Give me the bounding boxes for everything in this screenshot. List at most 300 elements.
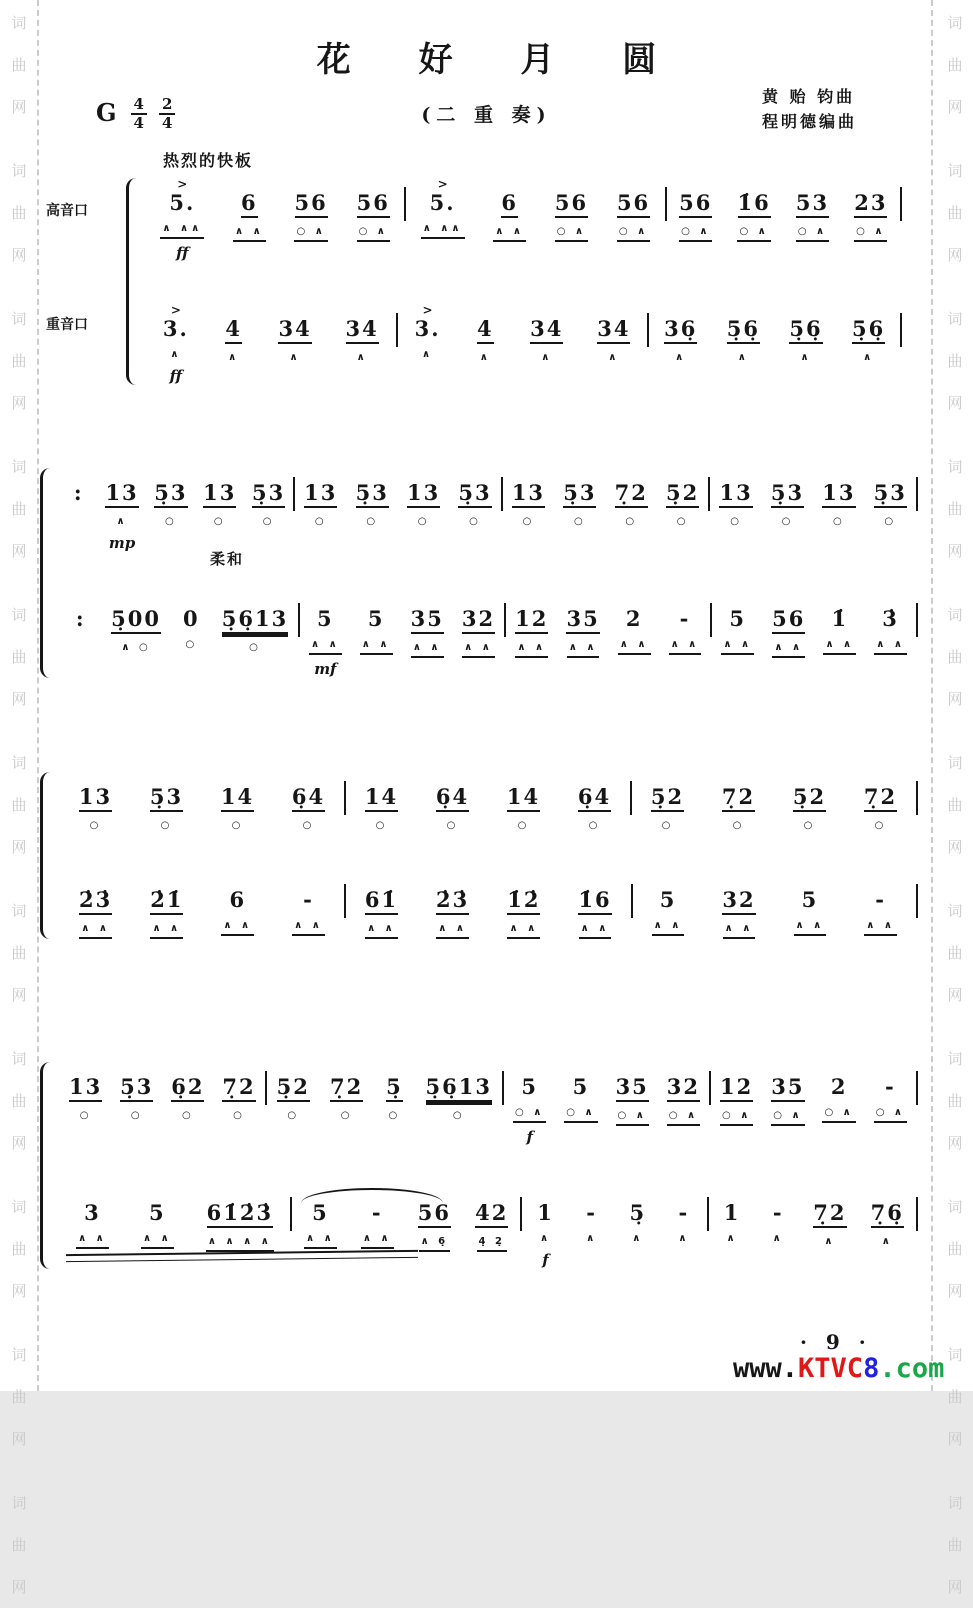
note-numbers: 7̣2 [722, 785, 755, 812]
note-numbers: 56 [555, 191, 588, 218]
note-numbers: 5̣3 [154, 481, 187, 508]
measure [712, 594, 916, 658]
measure [503, 468, 709, 529]
articulation-marks: ∧ [356, 352, 368, 363]
staff [60, 772, 918, 833]
note-numbers: 13 [79, 785, 112, 812]
staff-line [60, 594, 918, 678]
time-signature-numerator: 2 [159, 97, 175, 115]
note-numbers: 5̣3 [150, 785, 183, 812]
time-signature [131, 97, 147, 131]
note-numbers: 2 [625, 606, 643, 631]
note-numbers: 1̇6 [578, 888, 611, 915]
articulation-marks: ○ ∧ [679, 226, 712, 242]
articulation-marks: ○ [417, 516, 430, 527]
tempo-marking: 热烈的快板 [163, 151, 254, 170]
note-numbers: 5̣2 [277, 1075, 310, 1102]
note-group [823, 594, 856, 655]
note-numbers: 5̣3 [458, 481, 491, 508]
articulation-marks: ∧ [170, 349, 182, 360]
note-numbers: 7̣2 [615, 481, 648, 508]
watermark-char: 网 [947, 838, 963, 856]
articulation-marks: ∧ ∧∧ [160, 223, 204, 239]
staves [60, 1062, 918, 1269]
watermark-char: 网 [11, 98, 27, 116]
note-numbers: 56 [617, 191, 650, 218]
time-signature-denominator: 4 [133, 114, 144, 132]
note-numbers: 5̣2 [651, 785, 684, 812]
note-group [436, 772, 469, 833]
note-group [854, 178, 887, 242]
note-group [667, 1062, 700, 1126]
note-group [493, 178, 526, 242]
articulation-marks: ○ [375, 820, 388, 831]
note-group [68, 468, 90, 526]
note-group [150, 875, 183, 939]
articulation-marks: ∧ ∧∧ [421, 223, 465, 239]
measure [522, 1188, 707, 1269]
note-group [309, 594, 342, 678]
measure [649, 304, 900, 365]
dynamic-marking: ff [176, 244, 189, 262]
note-group [474, 304, 496, 365]
note-group [864, 772, 897, 833]
note-group [292, 875, 325, 936]
watermark-char: 曲 [947, 204, 963, 222]
note-numbers: 3 [84, 1200, 101, 1225]
measure [60, 468, 293, 552]
measure [633, 875, 916, 939]
note-group [357, 178, 390, 242]
note-numbers: 6 [241, 191, 258, 218]
left-dashed-border [37, 0, 39, 1391]
note-numbers: - [885, 1074, 896, 1099]
note-numbers: 2 [830, 1074, 848, 1099]
watermark-char: 网 [947, 986, 963, 1004]
watermark-char: 曲 [11, 1240, 27, 1258]
note-numbers: 5̣6̣ [727, 317, 760, 344]
articulation-marks: ∧ ∧ [493, 226, 526, 242]
note-numbers: 53 [796, 191, 829, 218]
note-group [793, 772, 826, 833]
watermark-char: 曲 [947, 352, 963, 370]
note-numbers: 5̣6̣ [852, 317, 885, 344]
note-group [163, 304, 189, 385]
note-numbers: 5̣3 [874, 481, 907, 508]
note-group [346, 304, 379, 365]
note-group [76, 1188, 109, 1249]
note-group [794, 875, 827, 936]
articulation-marks: ∧ 6̣ [419, 1236, 451, 1252]
note-numbers: 12 [720, 1075, 753, 1102]
note-numbers: 56 [295, 191, 328, 218]
articulation-marks: ∧ ∧ [304, 1233, 337, 1249]
note-numbers: 5̣6̣13 [426, 1075, 492, 1102]
note-numbers: 3̇ [882, 606, 899, 631]
note-group [365, 772, 398, 833]
note-group [79, 875, 112, 939]
articulation-marks: ∧ ∧ [723, 923, 756, 939]
articulation-marks: ○ ∧ [771, 1110, 804, 1126]
articulation-marks: ○ ∧ [555, 226, 588, 242]
measure [295, 468, 501, 529]
note-group [171, 1062, 204, 1123]
watermark-char: 词 [947, 1050, 963, 1068]
note-numbers: 42 [475, 1201, 508, 1228]
note-group [669, 594, 702, 655]
articulation-marks: ○ [185, 639, 198, 650]
articulation-marks: ∧ [116, 516, 128, 527]
note-numbers: 3. [414, 316, 441, 341]
note-group [772, 594, 805, 658]
articulation-marks: ∧ ∧ [141, 1233, 174, 1249]
note-numbers: - [586, 1200, 597, 1225]
note-group [436, 875, 469, 939]
note-numbers: 5̣3 [252, 481, 285, 508]
note-group [822, 468, 855, 529]
articulation-marks: ○ ∧ [513, 1107, 546, 1123]
note-group [277, 1062, 310, 1123]
note-group [223, 304, 245, 365]
note-group [874, 468, 907, 529]
watermark-char: 词 [947, 162, 963, 180]
note-numbers: 5̣ [386, 1075, 403, 1102]
accent-mark: > [437, 177, 448, 191]
articulation-marks: ○ ∧ [617, 226, 650, 242]
articulation-marks: ∧ ∧ [309, 639, 342, 655]
note-group [771, 1062, 804, 1126]
articulation-marks: ∧ [608, 352, 620, 363]
articulation-marks: ∧ [479, 352, 491, 363]
system [40, 468, 918, 678]
staff [146, 178, 902, 262]
dynamic-marking: f [542, 1251, 549, 1269]
note-group [475, 1188, 508, 1252]
system [46, 178, 902, 385]
note-group [796, 178, 829, 242]
staves [60, 468, 918, 678]
note-group [105, 468, 138, 552]
note-numbers: 5 [521, 1074, 539, 1099]
note-numbers: 35 [411, 607, 444, 634]
note-group [822, 1062, 855, 1123]
watermark-char: 曲 [947, 1536, 963, 1554]
note-numbers: 5 [149, 1200, 166, 1225]
note-group [617, 178, 650, 242]
articulation-marks: ○ ∧ [564, 1107, 597, 1123]
watermark-char: 网 [11, 690, 27, 708]
watermark-char: 网 [11, 542, 27, 560]
system-brace [40, 468, 52, 678]
articulation-marks: ∧ ∧ [462, 642, 495, 658]
staff [60, 1062, 918, 1146]
note-numbers: - [371, 1200, 383, 1225]
dynamic-marking: f [526, 1128, 533, 1146]
articulation-marks: ∧ ∧ [864, 920, 897, 936]
note-group [813, 1188, 846, 1249]
articulation-marks: ○ ∧ [294, 226, 327, 242]
articulation-marks: ∧ ∧ [669, 639, 702, 655]
articulation-marks: ○ [833, 516, 845, 527]
note-group [871, 1188, 904, 1249]
watermark-char: 曲 [947, 56, 963, 74]
note-numbers: 56 [357, 191, 390, 218]
staff-line [60, 1062, 918, 1146]
note-group [618, 594, 651, 655]
barline [916, 603, 918, 637]
note-numbers: 13 [304, 481, 337, 508]
measure [292, 1188, 520, 1252]
note-numbers: 7̣2 [330, 1075, 363, 1102]
watermark-char: 词 [11, 1050, 27, 1068]
note-numbers: 5 [317, 606, 334, 631]
note-group [120, 1062, 153, 1123]
note-numbers: - [772, 1200, 784, 1225]
articulation-marks: ○ ∧ [737, 226, 770, 242]
note-group [304, 468, 337, 529]
note-group [141, 1188, 174, 1249]
note-group [652, 875, 685, 936]
note-numbers: 56 [679, 191, 712, 218]
articulation-marks: ∧ ∧ [772, 642, 805, 658]
note-numbers: 2̇1̇ [150, 888, 183, 915]
site-url-watermark [733, 1353, 944, 1384]
composer-line: 黄 贻 钧曲 [762, 87, 856, 106]
articulation-marks: ∧ ∧ [618, 639, 651, 655]
note-numbers: - [303, 887, 314, 912]
articulation-marks: ∧ [824, 1236, 836, 1247]
note-group [233, 178, 266, 242]
note-numbers: 23 [854, 191, 887, 218]
watermark-char: 网 [947, 1578, 963, 1596]
note-numbers: 1̇6 [738, 191, 771, 218]
watermark-char: 网 [11, 986, 27, 1004]
note-numbers: 6̣4 [292, 785, 325, 812]
watermark-char: 词 [11, 1198, 27, 1216]
note-group [458, 468, 491, 529]
note-numbers: 35 [566, 607, 599, 634]
note-group [360, 594, 393, 655]
watermark-char: 曲 [947, 1092, 963, 1110]
note-numbers: 4 [225, 317, 242, 344]
articulation-marks: ○ ∧ [796, 226, 829, 242]
articulation-marks: ○ [79, 1110, 92, 1121]
note-group [111, 594, 161, 655]
key-time-signature [96, 94, 187, 131]
watermark-char: 词 [947, 1198, 963, 1216]
watermark-char: 词 [947, 606, 963, 624]
dynamic-marking: ff [169, 367, 183, 385]
note-numbers: 5̣3 [563, 481, 596, 508]
note-numbers: 7̣2 [813, 1201, 846, 1228]
articulation-marks: ○ ∧ [874, 1107, 907, 1123]
note-numbers: 13 [407, 481, 440, 508]
note-numbers: 5̣ [629, 1200, 647, 1225]
right-dashed-border [931, 0, 933, 1391]
articulation-marks: ○ [452, 1110, 465, 1121]
note-numbers: 34 [346, 317, 379, 344]
watermark-char: 曲 [947, 1240, 963, 1258]
part-labels [46, 178, 126, 385]
articulation-marks: ∧ ∧ [292, 920, 325, 936]
measure [60, 772, 344, 833]
watermark-char: 曲 [947, 648, 963, 666]
measure [60, 594, 298, 655]
staff-line [60, 875, 918, 939]
page-title: 花 好 月 圆 [316, 40, 685, 80]
measure [504, 1062, 709, 1146]
url-segment: KTVC [798, 1353, 864, 1384]
note-numbers: 14 [365, 785, 398, 812]
articulation-marks: ∧ ∧ [567, 642, 600, 658]
note-group [722, 875, 755, 939]
watermark-char: 网 [11, 1134, 27, 1152]
note-group [150, 772, 183, 833]
measure [632, 772, 916, 833]
time-signatures [131, 94, 188, 131]
time-signature-numerator: 4 [131, 97, 147, 115]
accent-mark: > [170, 303, 181, 317]
note-numbers: 4 [477, 317, 494, 344]
note-group [721, 1188, 743, 1246]
measure [146, 304, 396, 385]
staff-line [146, 304, 902, 385]
right-watermark-column [944, 2, 966, 1596]
note-group [292, 772, 325, 833]
note-group [515, 594, 548, 658]
note-group [721, 594, 754, 655]
watermark-char: 词 [947, 1494, 963, 1512]
articulation-marks: ∧ ∧ [721, 639, 754, 655]
note-group [578, 875, 611, 939]
time-signature-denominator: 4 [161, 114, 173, 132]
articulation-marks: ○ [213, 516, 226, 527]
watermark-char: 词 [947, 754, 963, 772]
url-segment: 8 [863, 1353, 880, 1384]
watermark-char: 网 [11, 394, 27, 412]
note-group [206, 1188, 274, 1252]
watermark-char: 词 [11, 606, 27, 624]
measure [398, 304, 648, 365]
barline [916, 1071, 918, 1105]
watermark-char: 曲 [11, 1536, 27, 1554]
articulation-marks: ○ [874, 820, 887, 831]
note-group [70, 594, 92, 652]
note-numbers: 5̣3 [771, 481, 804, 508]
note-group [415, 304, 441, 362]
articulation-marks: ∧ [772, 1233, 784, 1244]
staff-line [60, 468, 918, 552]
system-brace [40, 1062, 52, 1269]
staff [60, 468, 918, 568]
note-numbers: 5 [367, 606, 385, 631]
watermark-char: 网 [947, 542, 963, 560]
note-numbers: 6 [501, 191, 518, 218]
measure [667, 178, 900, 242]
watermark-char: 词 [11, 458, 27, 476]
accent-mark: > [422, 303, 433, 317]
note-group [651, 772, 684, 833]
note-numbers: 5̣3 [120, 1075, 153, 1102]
watermark-char: 词 [947, 310, 963, 328]
measure [267, 1062, 503, 1123]
articulation-marks: ∧ ∧ [360, 639, 393, 655]
note-numbers: 5̣6̣ [789, 317, 822, 344]
articulation-marks: ∧ ○ [121, 642, 151, 653]
note-group [411, 594, 444, 658]
watermark-char: 网 [947, 1430, 963, 1448]
url-segment: www. [733, 1353, 799, 1384]
note-numbers: 7̣6̣ [871, 1201, 904, 1228]
articulation-marks: ○ [89, 820, 102, 831]
watermark-char: 曲 [947, 944, 963, 962]
articulation-marks: ○ [588, 820, 601, 831]
articulation-marks: ○ ∧ [667, 1110, 700, 1126]
articulation-marks: ∧ ∧ [365, 923, 398, 939]
measure [709, 1188, 916, 1249]
watermark-char: 网 [11, 246, 27, 264]
watermark-char: 网 [947, 690, 963, 708]
articulation-marks: 4̣ 2̣ [477, 1236, 507, 1252]
articulation-marks: ○ [388, 1110, 401, 1121]
note-group [616, 1062, 649, 1126]
watermark-char: 曲 [11, 796, 27, 814]
articulation-marks: ○ [130, 1110, 143, 1121]
note-group [874, 594, 907, 655]
watermark-char: 词 [11, 902, 27, 920]
note-group [673, 1188, 695, 1246]
note-numbers: 13 [105, 481, 138, 508]
note-group [566, 594, 599, 658]
note-numbers: 5̣2 [666, 481, 699, 508]
articulation-marks: ○ [366, 516, 379, 527]
note-group [767, 1188, 789, 1246]
note-numbers: 34 [278, 317, 311, 344]
note-numbers: 56 [418, 1201, 451, 1228]
note-group [79, 772, 112, 833]
note-numbers: - [679, 606, 691, 631]
note-numbers: 1 [537, 1200, 554, 1225]
articulation-marks: ○ [625, 516, 638, 527]
system-brace [126, 178, 138, 385]
watermark-char: 网 [947, 1282, 963, 1300]
articulation-marks: ∧ [422, 349, 434, 360]
measure [60, 1188, 290, 1252]
watermark-char: 词 [947, 14, 963, 32]
note-numbers: 61̇2̇3̇ [207, 1201, 273, 1228]
watermark-char: 曲 [947, 1388, 963, 1406]
accent-mark: > [177, 177, 188, 191]
articulation-marks: ∧ ∧ ∧ ∧ [206, 1236, 274, 1252]
note-group [407, 468, 440, 529]
note-group [294, 178, 327, 242]
note-numbers: 5 [801, 887, 819, 912]
articulation-marks: ○ [469, 516, 481, 527]
watermark-char: 曲 [11, 500, 27, 518]
note-numbers: 6̣2 [171, 1075, 204, 1102]
note-numbers: 13 [512, 481, 545, 508]
note-group [535, 1188, 557, 1269]
articulation-marks: ○ [287, 1110, 300, 1121]
note-numbers: 1̇2̇ [507, 888, 540, 915]
watermark-char: 曲 [947, 500, 963, 518]
measure [711, 1062, 916, 1126]
watermark-char: 网 [947, 98, 963, 116]
note-group [512, 468, 545, 529]
note-numbers: 12 [515, 607, 548, 634]
articulation-marks: ○ ∧ [854, 226, 887, 242]
arranger-line: 程明德编曲 [762, 112, 858, 131]
